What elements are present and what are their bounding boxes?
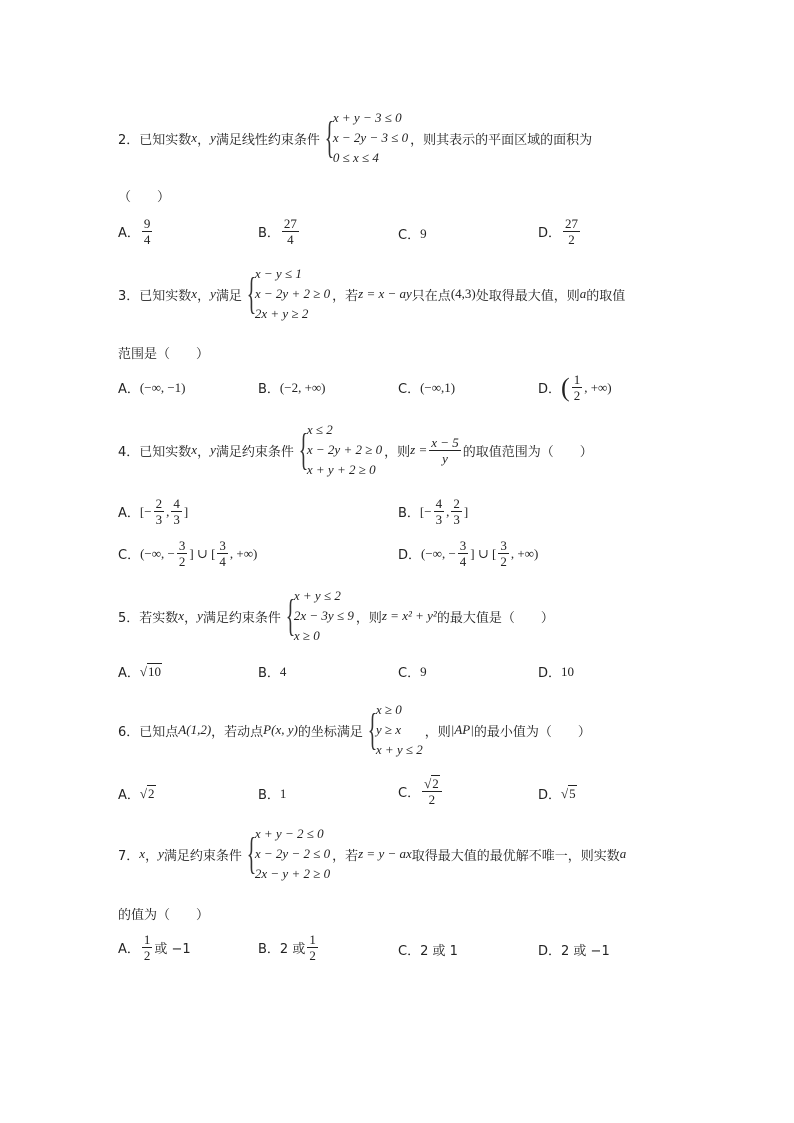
fraction: $\frac{2}{3}$	[155, 496, 163, 527]
options-q6	[118, 776, 678, 810]
fraction: $\frac{√2}{2}$	[422, 776, 442, 807]
fraction: $\frac{4}{3}$	[173, 496, 180, 527]
question-4-stem: 4． 已知实数 x ， y 满足约束条件 { x ≤ 2 x − 2y + 2 ≥ 0 x + y + 2 ≥ 0 ，则 z = $\frac{x - 5}{y}$ 的取值范围为（ ）	[118, 420, 688, 480]
option-b[interactable]: B． 4	[258, 663, 287, 681]
question-7	[118, 824, 688, 884]
sqrt: √2	[139, 785, 155, 801]
fraction: $\frac{27}{2}$	[565, 216, 579, 247]
fraction: $\frac{1}{2}$	[573, 372, 581, 403]
question-5-stem: 5． 若实数 x ， y 满足约束条件 { x + y ≤ 2 2x − 3y ≤ 9 x ≥ 0 ，则 z = x² + y² 的最大值是（ ）	[118, 586, 688, 646]
option-d[interactable]: D． √5	[538, 785, 576, 803]
constraint-system	[296, 420, 382, 480]
fraction: $\frac{3}{2}$	[500, 538, 507, 569]
constraint-system	[365, 700, 423, 760]
question-2-stem: 2． 已知实数 x ， y 满足线性约束条件 { x + y − 3 ≤ 0 x − 2y − 3 ≤ 0 0 ≤ x ≤ 4 ，则其表示的平面区域的面积为	[118, 108, 688, 168]
option-b[interactable]: B． (−2, +∞)	[258, 379, 326, 397]
sqrt: √10	[139, 663, 162, 679]
option-a[interactable]: A． $\frac{9}{4}$	[118, 216, 151, 247]
option-a[interactable]: A． √2	[118, 785, 155, 803]
question-3	[118, 264, 688, 324]
fraction: $\frac{2}{3}$	[453, 496, 460, 527]
constraint: x ≤ 2	[306, 422, 333, 437]
question-4	[118, 420, 688, 480]
sqrt: √5	[561, 785, 576, 801]
constraint: x + y − 2 ≤ 0	[254, 826, 324, 841]
option-c[interactable]: C． 2 或 1	[398, 944, 458, 959]
option-a[interactable]: A． $\frac{1}{2}$ 或 −1	[118, 932, 191, 963]
question-number: 7．	[118, 848, 140, 864]
fraction: $\frac{3}{2}$	[178, 538, 186, 569]
option-d[interactable]: D． $\frac{27}{2}$	[538, 216, 579, 247]
option-b[interactable]: B． 2 或 $\frac{1}{2}$	[258, 932, 316, 963]
question-5	[118, 586, 688, 646]
left-brace: {	[298, 425, 309, 474]
question-number: 6．	[118, 724, 140, 740]
constraint: x − y ≤ 1	[254, 266, 302, 281]
constraint: x + y ≤ 2	[375, 742, 423, 757]
left-brace: {	[367, 705, 378, 754]
options-q7	[118, 932, 678, 966]
fraction: $\frac{4}{3}$	[435, 496, 443, 527]
constraint: x − 2y + 2 ≥ 0	[306, 442, 383, 457]
options-q5	[118, 662, 678, 696]
option-c[interactable]: C． (−∞,1)	[398, 379, 456, 397]
question-number: 4．	[118, 444, 140, 460]
constraint: x − 2y + 2 ≥ 0	[254, 286, 331, 301]
left-brace: {	[246, 829, 257, 878]
constraint-system	[322, 108, 408, 168]
question-number: 2．	[118, 132, 140, 148]
constraint: y ≥ x	[375, 722, 402, 737]
options-q4-row2	[118, 538, 678, 572]
constraint: 2x − 3y ≤ 9	[293, 608, 354, 623]
fraction: $\frac{9}{4}$	[143, 216, 151, 247]
question-6-stem: 6． 已知点 A(1,2) ，若动点 P(x, y) 的坐标满足 { x ≥ 0 y ≥ x x + y ≤ 2 ，则 |AP| 的最小值为（ ）	[118, 700, 688, 760]
constraint-system	[244, 824, 330, 884]
constraint: x ≥ 0	[293, 628, 320, 643]
constraint-system	[283, 586, 354, 646]
constraint: x − 2y − 2 ≤ 0	[254, 846, 331, 861]
option-c[interactable]: C． (−∞, − $\frac{3}{2}$ ] ∪ [ $\frac{3}{4}$ , +∞)	[118, 538, 258, 569]
question-3-line2: 范围是（ ）	[118, 347, 210, 362]
option-a[interactable]: A． [− $\frac{2}{3}$ , $\frac{4}{3}$ ]	[118, 496, 189, 527]
constraint: 0 ≤ x ≤ 4	[332, 150, 379, 165]
option-d[interactable]: D． 10	[538, 663, 575, 681]
answer-paren: （ ）	[118, 190, 171, 205]
option-a[interactable]: A． √10	[118, 663, 162, 681]
question-7-stem: 7． x ， y 满足约束条件 { x + y − 2 ≤ 0 x − 2y − 2 ≤ 0 2x − y + 2 ≥ 0 ，若 z = y − ax 取得最大值的最优解不唯一，则实数 a	[118, 824, 688, 884]
option-b[interactable]: B． 1	[258, 785, 287, 803]
question-3-stem: 3． 已知实数 x ， y 满足 { x − y ≤ 1 x − 2y + 2 ≥ 0 2x + y ≥ 2 ，若 z = x − ay 只在点 (4,3) 处取得最大值，则 a 的取值	[118, 264, 688, 324]
constraint-system	[244, 264, 330, 324]
question-2	[118, 108, 688, 168]
constraint: x + y + 2 ≥ 0	[306, 462, 376, 477]
constraint: x + y ≤ 2	[293, 588, 341, 603]
left-brace: {	[285, 591, 296, 640]
option-b[interactable]: B． [− $\frac{4}{3}$ , $\frac{2}{3}$ ]	[398, 496, 469, 527]
constraint: x + y − 3 ≤ 0	[332, 110, 402, 125]
fraction: $\frac{27}{4}$	[283, 216, 297, 247]
option-c[interactable]: C． $\frac{√2}{2}$	[398, 776, 444, 807]
option-a[interactable]: A． (−∞, −1)	[118, 379, 186, 397]
option-d[interactable]: D． ( $\frac{1}{2}$ , +∞)	[538, 372, 612, 403]
fraction: $\frac{x - 5}{y}$	[431, 434, 459, 466]
constraint: 2x − y + 2 ≥ 0	[254, 866, 331, 881]
option-b[interactable]: B． $\frac{27}{4}$	[258, 216, 297, 247]
constraint: x ≥ 0	[375, 702, 402, 717]
question-number: 3．	[118, 288, 140, 304]
constraint: x − 2y − 3 ≤ 0	[332, 130, 409, 145]
left-brace: {	[324, 113, 335, 162]
options-q2	[118, 216, 678, 250]
constraint: 2x + y ≥ 2	[254, 306, 309, 321]
fraction: $\frac{1}{2}$	[309, 932, 316, 963]
option-d[interactable]: D． 2 或 −1	[538, 944, 610, 959]
options-q4-row1	[118, 496, 678, 530]
fraction: $\frac{1}{2}$	[143, 932, 151, 963]
left-brace: {	[246, 269, 257, 318]
question-6	[118, 700, 688, 760]
question-number: 5．	[118, 610, 140, 626]
options-q3	[118, 372, 678, 406]
option-c[interactable]: C． 9	[398, 663, 427, 681]
fraction: $\frac{3}{4}$	[219, 538, 226, 569]
question-7-line2: 的值为（ ）	[118, 908, 210, 923]
option-d[interactable]: D． (−∞, − $\frac{3}{4}$ ] ∪ [ $\frac{3}{2}$ , +∞)	[398, 538, 539, 569]
fraction: $\frac{3}{4}$	[459, 538, 467, 569]
option-c[interactable]: C． 9	[398, 225, 427, 243]
